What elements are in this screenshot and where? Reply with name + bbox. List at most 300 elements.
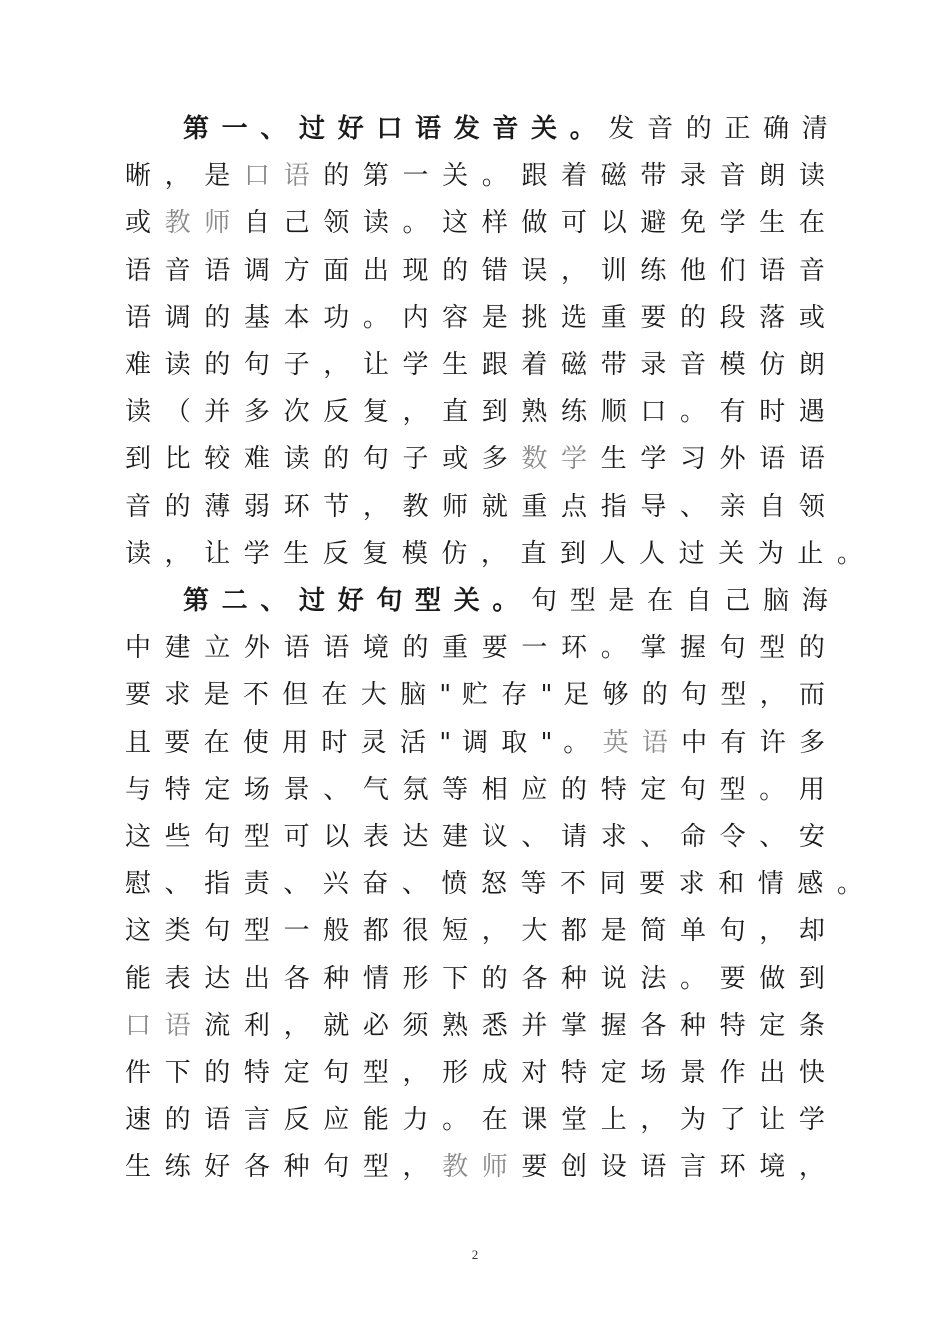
text-char: 命 xyxy=(679,822,709,852)
text-line xyxy=(125,679,825,711)
text-char: 有 xyxy=(720,728,749,758)
text-char: 并 xyxy=(204,397,233,427)
text-char: 自 xyxy=(243,208,273,238)
text-char: 生 xyxy=(600,444,630,474)
text-char: 语 xyxy=(204,1105,233,1135)
text-char: 可 xyxy=(283,822,313,852)
text-line xyxy=(125,632,825,664)
text-char: 训 xyxy=(600,256,630,286)
text-char: 且 xyxy=(125,728,154,758)
heading-char: 句 xyxy=(376,586,405,616)
text-char: 读 xyxy=(125,397,154,427)
text-char: 样 xyxy=(481,208,511,238)
heading-char: 第 xyxy=(183,586,212,616)
text-char: 握 xyxy=(679,633,709,663)
text-char: 达 xyxy=(204,964,233,994)
text-line xyxy=(125,207,825,239)
text-line xyxy=(125,396,825,428)
text-char: 很 xyxy=(402,916,432,946)
text-char: 型 xyxy=(569,586,598,616)
text-char: 定 xyxy=(640,775,670,805)
text-char: 在 xyxy=(798,208,825,238)
text-char: 型 xyxy=(759,633,788,663)
text-char: 面 xyxy=(323,256,352,286)
text-char: 关 xyxy=(718,539,747,569)
text-char: 。 xyxy=(442,1105,471,1135)
text-char: 议 xyxy=(481,822,511,852)
text-char: 时 xyxy=(759,397,788,427)
heading-char: 关 xyxy=(531,114,560,144)
text-char: 种 xyxy=(283,1152,313,1182)
text-char: 子 xyxy=(402,444,432,474)
text-char: 复 xyxy=(362,397,392,427)
text-char: 外 xyxy=(243,633,273,663)
text-char: 却 xyxy=(798,916,825,946)
text-char: 正 xyxy=(724,114,753,144)
text-char: 型 xyxy=(243,916,273,946)
text-char: 下 xyxy=(164,1058,194,1088)
text-char: 句 xyxy=(362,444,392,474)
text-char: 掌 xyxy=(640,633,670,663)
text-char: 存 xyxy=(501,680,530,710)
text-line xyxy=(125,255,825,287)
text-char: 是 xyxy=(600,916,630,946)
heading-char: 第 xyxy=(183,114,212,144)
text-char: 音 xyxy=(679,350,709,380)
text-char: 遇 xyxy=(798,397,825,427)
text-char: ， xyxy=(402,397,432,427)
text-char: 师 xyxy=(481,1152,511,1182)
text-char: 语 xyxy=(323,633,352,663)
text-char: 课 xyxy=(521,1105,551,1135)
text-char: 多 xyxy=(798,728,825,758)
text-char: 读 xyxy=(164,350,194,380)
text-char: 型 xyxy=(362,1058,392,1088)
text-line xyxy=(125,915,825,947)
text-char: 一 xyxy=(402,161,432,191)
text-char: 磁 xyxy=(600,161,630,191)
text-char: 句 xyxy=(681,680,710,710)
text-char: 反 xyxy=(322,539,352,569)
text-char: ， xyxy=(402,1152,432,1182)
text-char: 段 xyxy=(719,303,749,333)
text-char: 下 xyxy=(442,964,471,994)
text-char: 利 xyxy=(243,1011,273,1041)
text-char: ， xyxy=(164,539,194,569)
text-char: 为 xyxy=(679,1105,709,1135)
text-char: 灵 xyxy=(360,728,390,758)
heading-char: 关 xyxy=(453,586,482,616)
text-char: 慰 xyxy=(125,869,154,899)
text-char: 大 xyxy=(521,916,551,946)
text-char: 般 xyxy=(323,916,352,946)
text-char: 仿 xyxy=(441,539,471,569)
text-char: 种 xyxy=(323,964,352,994)
text-char: 语 xyxy=(759,256,788,286)
text-char: 句 xyxy=(323,1058,352,1088)
text-char: 重 xyxy=(521,492,551,522)
text-char: 安 xyxy=(798,822,825,852)
text-char: 复 xyxy=(362,539,391,569)
text-char: 类 xyxy=(164,916,194,946)
text-char: 基 xyxy=(243,303,273,333)
text-char: 要 xyxy=(164,728,193,758)
text-char: 句 xyxy=(204,916,233,946)
text-char: 单 xyxy=(679,916,709,946)
text-char: 学 xyxy=(402,350,432,380)
text-char: 教 xyxy=(402,492,432,522)
text-char: 言 xyxy=(243,1105,273,1135)
text-char: 定 xyxy=(204,775,233,805)
text-char: 应 xyxy=(521,775,551,805)
text-char: 指 xyxy=(204,869,233,899)
text-char: 数 xyxy=(521,444,551,474)
text-char: 语 xyxy=(640,1152,670,1182)
text-char: 成 xyxy=(481,1058,511,1088)
text-char: 定 xyxy=(600,1058,630,1088)
text-char: 种 xyxy=(679,1011,709,1041)
text-char: 录 xyxy=(679,161,709,191)
text-char: 场 xyxy=(640,1058,670,1088)
text-char: 的 xyxy=(685,114,714,144)
text-char: 与 xyxy=(125,775,154,805)
text-char: 海 xyxy=(801,586,828,616)
text-char: 反 xyxy=(283,1105,313,1135)
text-line xyxy=(125,443,825,475)
text-char: 对 xyxy=(521,1058,551,1088)
text-char: 法 xyxy=(640,964,670,994)
text-char: 语 xyxy=(204,256,233,286)
text-char: 语 xyxy=(798,444,825,474)
text-char: 、 xyxy=(401,869,431,899)
text-char: 功 xyxy=(323,303,352,333)
text-char: ， xyxy=(362,492,392,522)
text-char: 和 xyxy=(718,869,747,899)
text-char: 外 xyxy=(719,444,749,474)
text-char: 顺 xyxy=(600,397,630,427)
text-char: 教 xyxy=(442,1152,471,1182)
text-char: 就 xyxy=(481,492,511,522)
text-char: 语 xyxy=(125,256,154,286)
text-char: 。 xyxy=(481,161,511,191)
text-line xyxy=(125,349,825,381)
text-char: 跟 xyxy=(521,161,551,191)
text-char: ， xyxy=(561,256,590,286)
text-char: 要 xyxy=(639,869,668,899)
text-char: 定 xyxy=(759,1011,788,1041)
text-char: 本 xyxy=(283,303,313,333)
text-char: 过 xyxy=(678,539,708,569)
text-char: 音 xyxy=(164,256,194,286)
text-char: 流 xyxy=(204,1011,233,1041)
text-char: 让 xyxy=(204,539,233,569)
text-line xyxy=(125,538,863,570)
text-char: 、 xyxy=(521,822,551,852)
text-char: 场 xyxy=(243,775,273,805)
text-char: 比 xyxy=(164,444,194,474)
text-char: 多 xyxy=(481,444,511,474)
text-char: 说 xyxy=(600,964,630,994)
text-char: 或 xyxy=(125,208,154,238)
text-char: 以 xyxy=(600,208,630,238)
text-char: 为 xyxy=(757,539,787,569)
text-char: 的 xyxy=(204,1058,233,1088)
text-char: 型 xyxy=(720,680,749,710)
text-char: 练 xyxy=(164,1152,194,1182)
text-char: 能 xyxy=(362,1105,392,1135)
heading-char: 、 xyxy=(260,114,289,144)
text-char: 语 xyxy=(164,1011,194,1041)
text-line xyxy=(125,302,825,334)
text-char: 现 xyxy=(402,256,432,286)
text-char: 但 xyxy=(282,680,311,710)
text-char: 创 xyxy=(561,1152,590,1182)
text-char: 景 xyxy=(283,775,313,805)
text-char: 的 xyxy=(442,256,471,286)
text-char: 语 xyxy=(125,303,154,333)
text-char: 达 xyxy=(402,822,432,852)
text-char: 并 xyxy=(521,1011,551,1041)
text-char: 堂 xyxy=(561,1105,590,1135)
text-char: 好 xyxy=(204,1152,233,1182)
text-char: 多 xyxy=(243,397,273,427)
heading-char: 。 xyxy=(492,586,521,616)
text-char: 着 xyxy=(521,350,551,380)
text-char: 重 xyxy=(600,303,630,333)
text-char: 他 xyxy=(679,256,709,286)
text-char: ， xyxy=(798,1152,825,1182)
text-char: 做 xyxy=(759,964,788,994)
text-char: ， xyxy=(480,539,510,569)
text-char: 特 xyxy=(719,1011,749,1041)
text-char: 重 xyxy=(442,633,471,663)
text-char: 节 xyxy=(323,492,352,522)
heading-char: 过 xyxy=(299,586,328,616)
text-char: 语 xyxy=(759,444,788,474)
text-char: 特 xyxy=(164,775,194,805)
text-char: 音 xyxy=(719,161,749,191)
text-char: 请 xyxy=(561,822,590,852)
text-char: " xyxy=(540,728,553,758)
text-char: 等 xyxy=(442,775,471,805)
text-line xyxy=(125,160,825,192)
text-char: 学 xyxy=(640,444,670,474)
text-char: 口 xyxy=(243,161,273,191)
text-char: 是 xyxy=(204,161,233,191)
text-char: 人 xyxy=(599,539,629,569)
text-char: 让 xyxy=(759,1105,788,1135)
text-char: 而 xyxy=(798,680,825,710)
text-char: 。 xyxy=(563,728,592,758)
text-char: 、 xyxy=(323,775,352,805)
text-char: 仿 xyxy=(759,350,788,380)
text-line xyxy=(125,491,825,523)
text-char: 句 xyxy=(243,350,273,380)
text-char: 奋 xyxy=(362,869,391,899)
text-char: 气 xyxy=(362,775,392,805)
text-char: 口 xyxy=(125,1011,154,1041)
text-char: 须 xyxy=(402,1011,432,1041)
text-char: 次 xyxy=(283,397,313,427)
text-char: 脑 xyxy=(763,586,792,616)
text-char: 生 xyxy=(125,1152,154,1182)
text-char: 到 xyxy=(481,397,511,427)
text-char: 出 xyxy=(362,256,392,286)
text-char: 生 xyxy=(442,350,471,380)
text-char: 自 xyxy=(759,492,788,522)
text-char: 可 xyxy=(561,208,590,238)
text-char: 在 xyxy=(321,680,350,710)
text-line xyxy=(125,1151,825,1183)
text-line xyxy=(183,113,828,145)
text-char: 。 xyxy=(759,775,788,805)
text-char: 师 xyxy=(442,492,471,522)
text-line xyxy=(183,585,828,617)
text-char: 指 xyxy=(600,492,630,522)
text-char: 取 xyxy=(501,728,530,758)
text-char: 的 xyxy=(204,350,233,380)
heading-char: 好 xyxy=(337,586,366,616)
text-char: 用 xyxy=(798,775,825,805)
text-char: 特 xyxy=(600,775,630,805)
text-char: ， xyxy=(323,350,352,380)
text-char: 发 xyxy=(608,114,637,144)
text-char: 环 xyxy=(283,492,313,522)
text-char: 教 xyxy=(164,208,194,238)
text-char: 领 xyxy=(323,208,352,238)
text-char: 。 xyxy=(836,539,863,569)
text-char: 都 xyxy=(362,916,392,946)
text-char: 点 xyxy=(561,492,590,522)
text-char: 要 xyxy=(125,680,154,710)
text-char: 同 xyxy=(599,869,629,899)
text-char: 要 xyxy=(521,1152,551,1182)
text-char: 以 xyxy=(323,822,352,852)
text-char: 种 xyxy=(561,964,590,994)
text-line xyxy=(125,963,825,995)
text-char: 或 xyxy=(798,303,825,333)
text-char: 薄 xyxy=(204,492,233,522)
text-char: 情 xyxy=(757,869,787,899)
text-char: 在 xyxy=(647,586,676,616)
text-char: 怒 xyxy=(480,869,510,899)
text-char: 学 xyxy=(561,444,590,474)
text-char: 直 xyxy=(442,397,471,427)
text-char: ， xyxy=(759,916,788,946)
text-char: 。 xyxy=(362,303,392,333)
text-char: 在 xyxy=(203,728,233,758)
text-char: 的 xyxy=(323,161,352,191)
text-char: 领 xyxy=(798,492,825,522)
text-char: 语 xyxy=(283,633,313,663)
text-char: 各 xyxy=(640,1011,670,1041)
text-char: 各 xyxy=(521,964,551,994)
text-char: ， xyxy=(759,680,789,710)
text-char: 求 xyxy=(678,869,708,899)
text-char: 、 xyxy=(679,492,709,522)
text-char: 读 xyxy=(798,161,825,191)
text-char: 了 xyxy=(719,1105,749,1135)
text-char: 落 xyxy=(759,303,788,333)
text-char: 晰 xyxy=(125,161,154,191)
text-char: 师 xyxy=(204,208,233,238)
text-char: 句 xyxy=(204,822,233,852)
heading-char: 、 xyxy=(260,586,289,616)
text-char: 都 xyxy=(561,916,590,946)
text-char: 不 xyxy=(242,680,272,710)
text-char: 。 xyxy=(600,633,630,663)
text-char: 应 xyxy=(323,1105,352,1135)
text-char: 情 xyxy=(362,964,392,994)
text-char: 的 xyxy=(402,633,432,663)
heading-char: 一 xyxy=(221,114,250,144)
text-char: 难 xyxy=(243,444,273,474)
text-char: 习 xyxy=(679,444,709,474)
text-char: 音 xyxy=(125,492,154,522)
text-char: 氛 xyxy=(402,775,432,805)
text-char: 带 xyxy=(600,350,630,380)
text-char: 件 xyxy=(125,1058,154,1088)
text-char: 是 xyxy=(481,303,511,333)
text-char: 型 xyxy=(719,775,749,805)
text-char: 磁 xyxy=(561,350,590,380)
heading-char: 发 xyxy=(453,114,482,144)
text-char: 、 xyxy=(283,869,312,899)
text-char: 求 xyxy=(164,680,193,710)
text-char: 境 xyxy=(362,633,392,663)
heading-char: 过 xyxy=(299,114,328,144)
text-char: 中 xyxy=(125,633,154,663)
text-char: 特 xyxy=(243,1058,273,1088)
heading-char: 语 xyxy=(415,114,444,144)
text-char: 愤 xyxy=(441,869,471,899)
text-char: ， xyxy=(164,161,194,191)
text-char: 清 xyxy=(801,114,828,144)
text-char: ， xyxy=(283,1011,313,1041)
text-char: 己 xyxy=(724,586,753,616)
text-char: 句 xyxy=(323,1152,352,1182)
text-char: 上 xyxy=(600,1105,630,1135)
text-char: 生 xyxy=(283,539,312,569)
text-char: 。 xyxy=(402,208,432,238)
text-char: 出 xyxy=(759,1058,788,1088)
text-char: 句 xyxy=(679,775,709,805)
text-char: 设 xyxy=(600,1152,630,1182)
text-char: 条 xyxy=(798,1011,825,1041)
heading-char: 。 xyxy=(569,114,598,144)
text-char: 。 xyxy=(836,869,863,899)
text-char: 确 xyxy=(763,114,792,144)
text-char: " xyxy=(439,728,452,758)
text-char: 、 xyxy=(164,869,194,899)
text-char: 调 xyxy=(164,303,194,333)
text-char: 脑 xyxy=(399,680,429,710)
text-char: 第 xyxy=(362,161,392,191)
text-char: 语 xyxy=(283,161,313,191)
text-char: 让 xyxy=(362,350,392,380)
text-char: 录 xyxy=(640,350,670,380)
text-char: 足 xyxy=(563,680,592,710)
text-char: 方 xyxy=(283,256,313,286)
text-char: 调 xyxy=(243,256,273,286)
text-char: 各 xyxy=(243,1152,273,1182)
text-char: 学 xyxy=(798,1105,825,1135)
text-char: 熟 xyxy=(442,1011,471,1041)
text-char: 的 xyxy=(481,964,511,994)
text-char: 的 xyxy=(164,1105,194,1135)
text-char: 够 xyxy=(602,680,632,710)
text-char: 是 xyxy=(203,680,233,710)
